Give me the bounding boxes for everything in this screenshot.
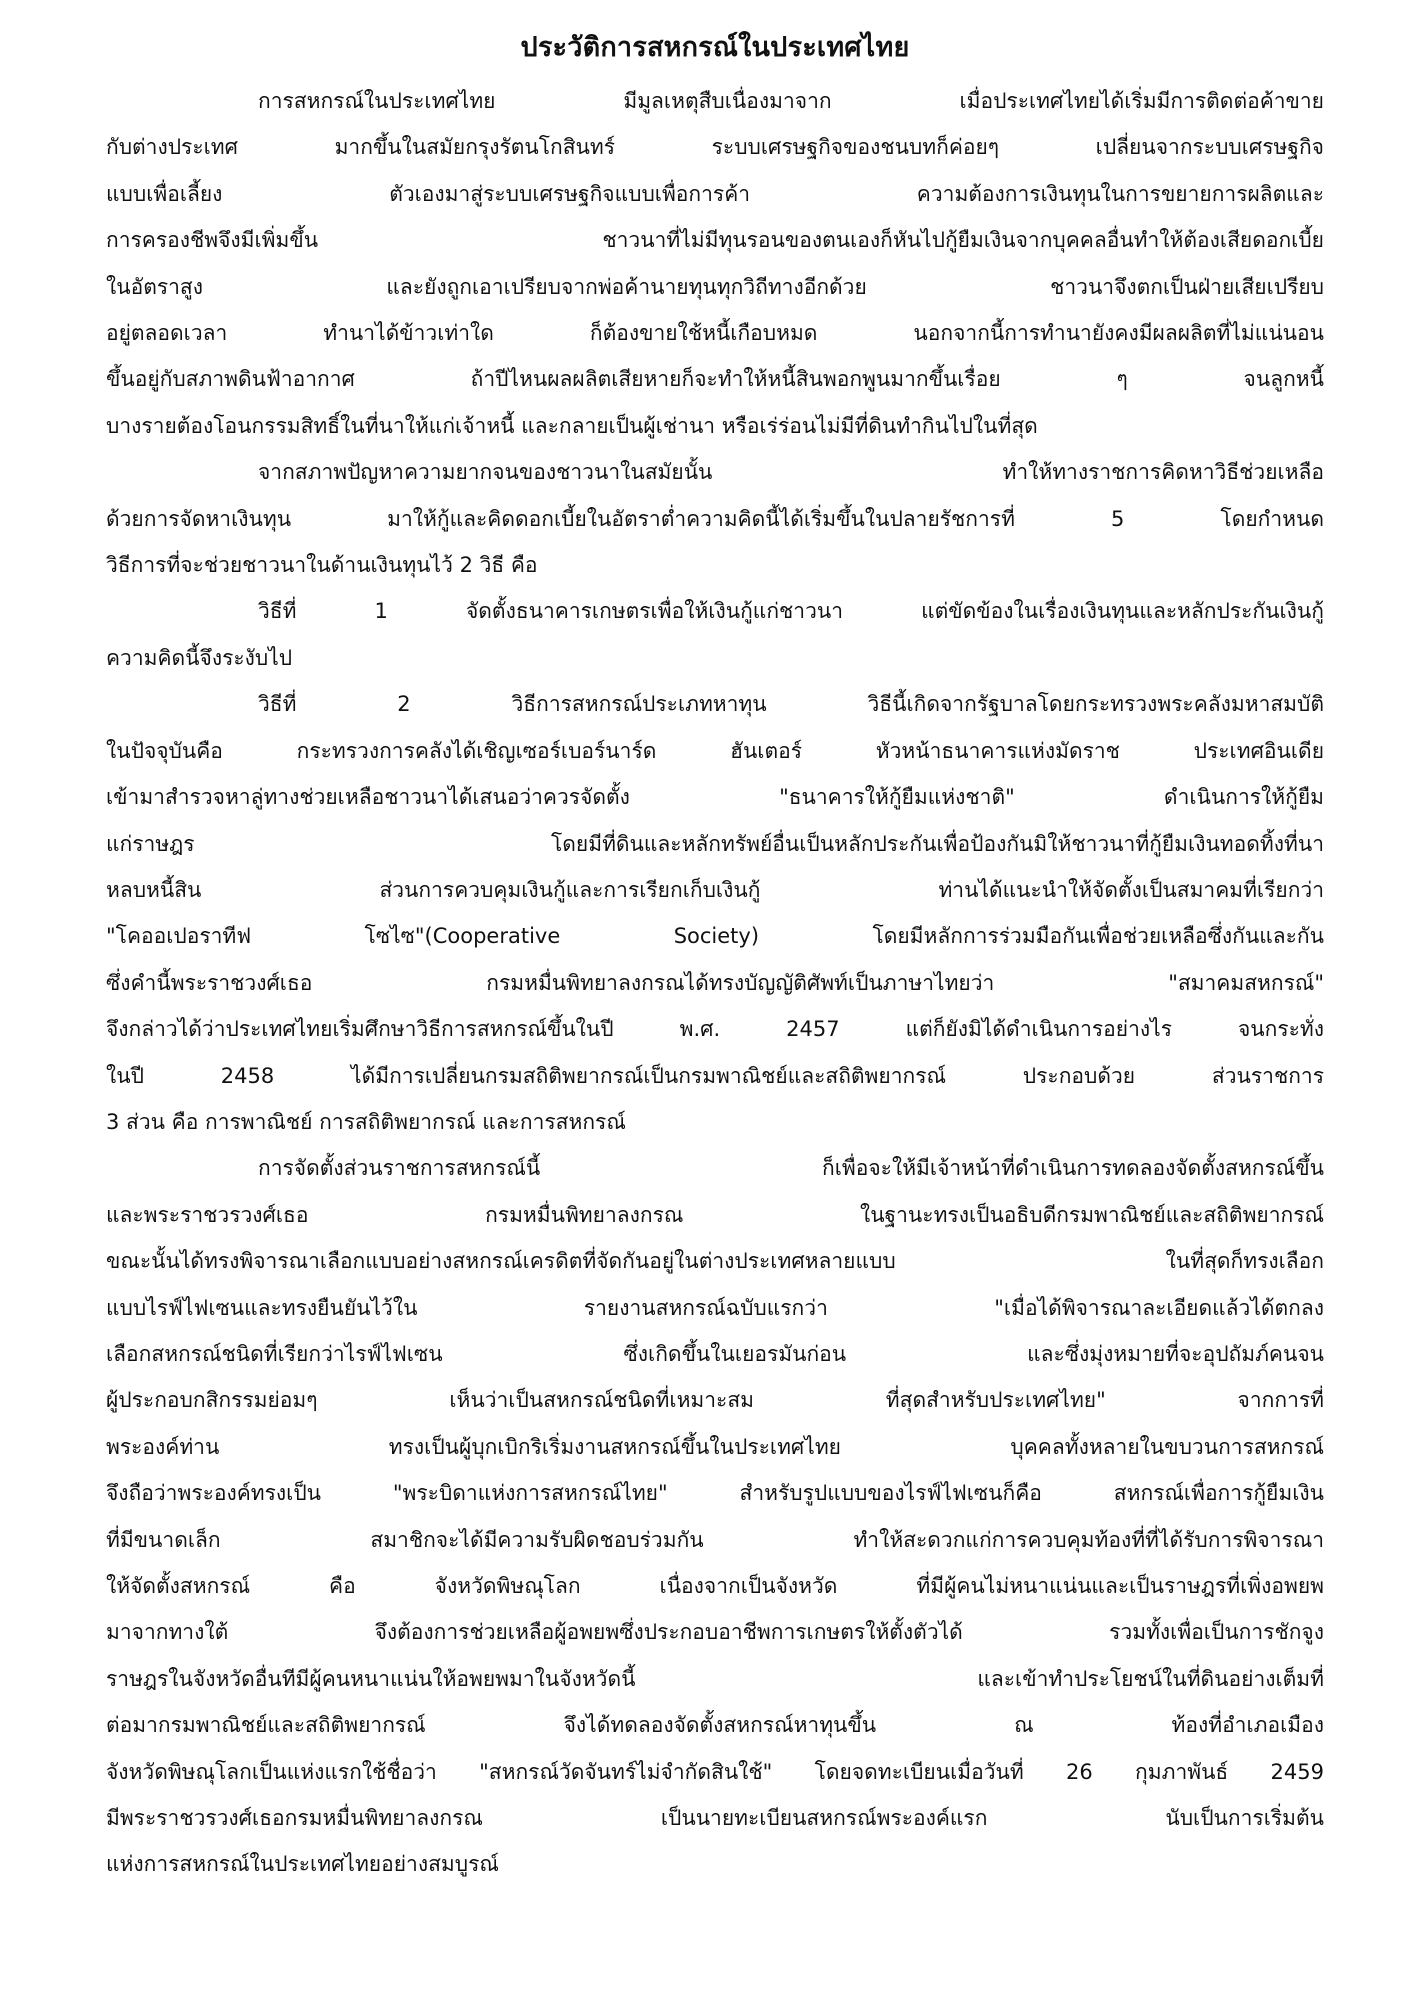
paragraph-line: ด้วยการจัดหาเงินทุน มาให้กู้และคิดดอกเบี้ยในอัตราต่ำความคิดนี้ได้เริ่มขึ้นในปลายรัชการที่ 5 โดยกำหนด [106,506,1324,531]
paragraph-line: มาจากทางใต้ จึงต้องการช่วยเหลือผู้อพยพซึ่งประกอบอาชีพการเกษตรให้ตั้งตัวได้ รวมทั้งเพื่อเป็นการชักจูง [106,1620,1324,1645]
paragraph-line: เลือกสหกรณ์ชนิดที่เรียกว่าไรฟ์ไฟเซน ซึ่งเกิดขึ้นในเยอรมันก่อน และซึ่งมุ่งหมายที่จะอุปถัมภ์คนจน [106,1341,1324,1366]
paragraph [106,588,1324,681]
paragraph-line: วิธีการที่จะช่วยชาวนาในด้านเงินทุนไว้ 2 วิธี คือ [106,553,538,578]
paragraph-line: หลบหนี้สิน ส่วนการควบคุมเงินกู้และการเรียกเก็บเงินกู้ ท่านได้แนะนำให้จัดตั้งเป็นสมาคมที่เรียกว่า [106,877,1324,902]
paragraph-line: บางรายต้องโอนกรรมสิทธิ์ในที่นาให้แก่เจ้าหนี้ และกลายเป็นผู้เช่านา หรือเร่ร่อนไม่มีที่ดินทำกินไปในที่สุด [106,413,1038,438]
paragraph-line: ในอัตราสูง และยังถูกเอาเปรียบจากพ่อค้านายทุนทุกวิถีทางอีกด้วย ชาวนาจึงตกเป็นฝ่ายเสียเปรียบ [106,274,1324,299]
paragraph-line: พระองค์ท่าน ทรงเป็นผู้บุกเบิกริเริ่มงานสหกรณ์ขึ้นในประเทศไทย บุคคลทั้งหลายในขบวนการสหกรณ์ [106,1434,1324,1459]
paragraph [106,449,1324,588]
paragraph-line: วิธีที่ 1 จัดตั้งธนาคารเกษตรเพื่อให้เงินกู้แก่ชาวนา แต่ขัดข้องในเรื่องเงินทุนและหลักประกันเงินกู้ [258,599,1324,624]
paragraph-line: มีพระราชวรวงศ์เธอกรมหมื่นพิทยาลงกรณ เป็นนายทะเบียนสหกรณ์พระองค์แรก นับเป็นการเริ่มต้น [106,1806,1324,1831]
document-body [106,78,1324,1888]
paragraph-line: การจัดตั้งส่วนราชการสหกรณ์นี้ ก็เพื่อจะให้มีเจ้าหน้าที่ดำเนินการทดลองจัดตั้งสหกรณ์ขึ้น [258,1156,1324,1181]
paragraph-line: 3 ส่วน คือ การพาณิชย์ การสถิติพยากรณ์ และการสหกรณ์ [106,1109,626,1134]
paragraph-line: วิธีที่ 2 วิธีการสหกรณ์ประเภทหาทุน วิธีนี้เกิดจากรัฐบาลโดยกระทรวงพระคลังมหาสมบัติ [258,692,1324,717]
paragraph-line: แบบไรฟ์ไฟเซนและทรงยืนยันไว้ใน รายงานสหกรณ์ฉบับแรกว่า "เมื่อได้พิจารณาละเอียดแล้วได้ตกลง [106,1295,1324,1320]
paragraph-line: แบบเพื่อเลี้ยง ตัวเองมาสู่ระบบเศรษฐกิจแบบเพื่อการค้า ความต้องการเงินทุนในการขยายการผลิตและ [106,181,1324,206]
paragraph-line: และพระราชวรวงศ์เธอ กรมหมื่นพิทยาลงกรณ ในฐานะทรงเป็นอธิบดีกรมพาณิชย์และสถิติพยากรณ์ [106,1202,1324,1227]
paragraph-line: การครองชีพจึงมีเพิ่มขึ้น ชาวนาที่ไม่มีทุนรอนของตนเองก็หันไปกู้ยืมเงินจากบุคคลอื่นทำให้ต้องเสียดอกเบี้ย [106,228,1324,253]
paragraph-line: จึงกล่าวได้ว่าประเทศไทยเริ่มศึกษาวิธีการสหกรณ์ขึ้นในปี พ.ศ. 2457 แต่ก็ยังมิได้ดำเนินการอย่างไร จนกระทั่ง [106,1017,1324,1042]
paragraph-line: เข้ามาสำรวจหาลู่ทางช่วยเหลือชาวนาได้เสนอว่าควรจัดตั้ง "ธนาคารให้กู้ยืมแห่งชาติ" ดำเนินการให้กู้ยืม [106,785,1324,810]
paragraph [106,78,1324,449]
paragraph-line: ซึ่งคำนี้พระราชวงศ์เธอ กรมหมื่นพิทยาลงกรณได้ทรงบัญญัติศัพท์เป็นภาษาไทยว่า "สมาคมสหกรณ์" [106,970,1324,995]
paragraph-line: ในปี 2458 ได้มีการเปลี่ยนกรมสถิติพยากรณ์เป็นกรมพาณิชย์และสถิติพยากรณ์ ประกอบด้วย ส่วนราชการ [106,1063,1324,1088]
paragraph-line: กับต่างประเทศ มากขึ้นในสมัยกรุงรัตนโกสินทร์ ระบบเศรษฐกิจของชนบทก็ค่อยๆ เปลี่ยนจากระบบเศรษฐกิจ [106,135,1324,160]
paragraph-line: ความคิดนี้จึงระงับไป [106,645,293,670]
paragraph-line: ขณะนั้นได้ทรงพิจารณาเลือกแบบอย่างสหกรณ์เครดิตที่จัดกันอยู่ในต่างประเทศหลายแบบ ในที่สุดก็ทรงเลือก [106,1249,1324,1274]
paragraph-line: ในปัจจุบันคือ กระทรวงการคลังได้เชิญเซอร์เบอร์นาร์ด ฮันเตอร์ หัวหน้าธนาคารแห่งมัดราช ประเทศอินเดีย [106,738,1324,763]
paragraph-line: "โคออเปอราทีฟ โซไซ"(Cooperative Society) โดยมีหลักการร่วมมือกันเพื่อช่วยเหลือซึ่งกันและกัน [106,924,1324,949]
paragraph-line: ขึ้นอยู่กับสภาพดินฟ้าอากาศ ถ้าปีไหนผลผลิตเสียหายก็จะทำให้หนี้สินพอกพูนมากขึ้นเรื่อย ๆ จนลูกหนี้ [106,367,1324,392]
paragraph-line: แห่งการสหกรณ์ในประเทศไทยอย่างสมบูรณ์ [106,1852,499,1877]
paragraph-line: ต่อมากรมพาณิชย์และสถิติพยากรณ์ จึงได้ทดลองจัดตั้งสหกรณ์หาทุนขึ้น ณ ท้องที่อำเภอเมือง [106,1713,1324,1738]
paragraph-line: ที่มีขนาดเล็ก สมาชิกจะได้มีความรับผิดชอบร่วมกัน ทำให้สะดวกแก่การควบคุมท้องที่ที่ได้รับการพิจารณา [106,1527,1324,1552]
paragraph-line: ราษฎรในจังหวัดอื่นทีมีผู้คนหนาแน่นให้อพยพมาในจังหวัดนี้ และเข้าทำประโยชน์ในที่ดินอย่างเต็มที่ [106,1666,1324,1691]
paragraph-line: การสหกรณ์ในประเทศไทย มีมูลเหตุสืบเนื่องมาจาก เมื่อประเทศไทยได้เริ่มมีการติดต่อค้าขาย [258,89,1324,113]
paragraph [106,681,1324,1145]
paragraph-line: ให้จัดตั้งสหกรณ์ คือ จังหวัดพิษณุโลก เนื่องจากเป็นจังหวัด ที่มีผู้คนไม่หนาแน่นและเป็นราษฎรที่เพิ่งอพยพ [106,1574,1324,1598]
paragraph-line: จังหวัดพิษณุโลกเป็นแห่งแรกใช้ชื่อว่า "สหกรณ์วัดจันทร์ไม่จำกัดสินใช้" โดยจดทะเบียนเมื่อวันที่ 26 กุมภาพันธ์ 2459 [106,1759,1324,1784]
paragraph [106,1145,1324,1888]
paragraph-line: ผู้ประกอบกสิกรรมย่อมๆ เห็นว่าเป็นสหกรณ์ชนิดที่เหมาะสม ที่สุดสำหรับประเทศไทย" จากการที่ [106,1388,1324,1413]
document-title: ประวัติการสหกรณ์ในประเทศไทย [520,32,910,63]
paragraph-line: แก่ราษฎร โดยมีที่ดินและหลักทรัพย์อื่นเป็นหลักประกันเพื่อป้องกันมิให้ชาวนาที่กู้ยืมเงินทอดทิ้งที่นา [106,831,1324,856]
paragraph-line: อยู่ตลอดเวลา ทำนาได้ข้าวเท่าใด ก็ต้องขายใช้หนี้เกือบหมด นอกจากนี้การทำนายังคงมีผลผลิตที่ไม่แน่นอน [106,321,1324,346]
paragraph-line: จากสภาพปัญหาความยากจนของชาวนาในสมัยนั้น ทำให้ทางราชการคิดหาวิธีช่วยเหลือ [258,460,1324,485]
paragraph-line: จึงถือว่าพระองค์ทรงเป็น "พระบิดาแห่งการสหกรณ์ไทย" สำหรับรูปแบบของไรฟ์ไฟเซนก็คือ สหกรณ์เพื่อการกู้ยืมเงิน [106,1481,1324,1506]
